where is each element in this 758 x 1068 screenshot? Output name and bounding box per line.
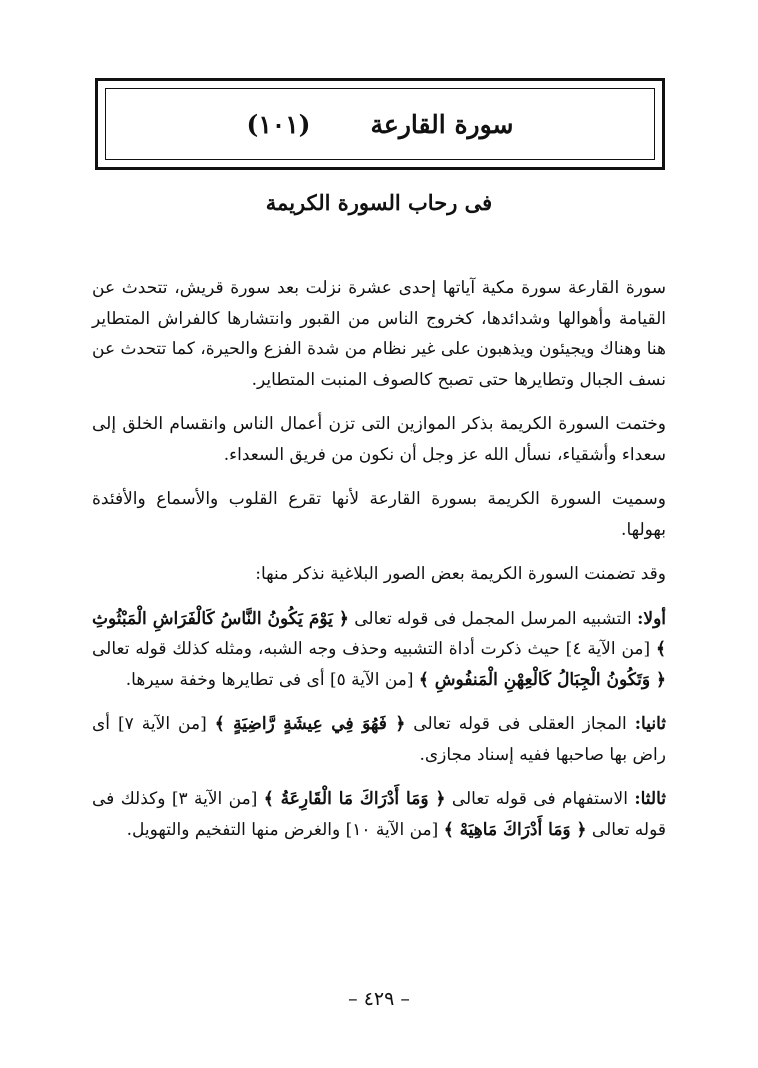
surah-title-frame — [95, 78, 665, 170]
paragraph-intro: سورة القارعة سورة مكية آياتها إحدى عشرة نزلت بعد سورة قريش، تتحدث عن القيامة وأهوالها وشدائدها، كخروج الناس من القبور وانتشارها كالفراش المتطاير هنا وهناك ويجيئون ويذهبون على غير نظام من شدة الفزع والحيرة، كما تتحدث عن نسف الجبال وتطايرها حتى تصبح كالصوف المنبت المتطاير. — [92, 278, 666, 390]
surah-number: (١٠١) — [246, 109, 311, 139]
point-2-text-a: المجاز العقلى فى قوله تعالى — [413, 714, 627, 734]
point-3-text-a: الاستفهام فى قوله تعالى — [451, 789, 628, 809]
point-3-verse-a: ﴿ وَمَا أَدْرَاكَ مَا الْقَارِعَةُ ﴾ — [263, 789, 446, 809]
point-1-verse-a: ﴿ يَوْمَ يَكُونُ النَّاسُ كَالْفَرَاشِ الْمَبْثُوثِ ﴾ — [92, 608, 666, 659]
rhetoric-point-2 — [92, 709, 666, 770]
point-2-verse-a: ﴿ فَهُوَ فِي عِيشَةٍ رَّاضِيَةٍ ﴾ — [214, 714, 406, 734]
point-3-text-b: [من الآية ٣] وكذلك فى قوله تعالى — [92, 789, 666, 840]
point-3-text-c: [من الآية ١٠] والغرض منها التفخيم والتهويل. — [126, 819, 439, 840]
point-3-lead: ثالثا: — [634, 789, 667, 809]
paragraph-ending: وختمت السورة الكريمة بذكر الموازين التى تزن أعمال الناس وانقسام الخلق إلى سعداء وأشقياء، نسأل الله عز وجل أن نكون من فريق السعداء. — [92, 414, 666, 465]
paragraph-naming: وسميت السورة الكريمة بسورة القارعة لأنها تقرع القلوب والأسماع والأفئدة بهولها. — [92, 489, 666, 540]
surah-title: سورة القارعة — [370, 109, 514, 139]
point-1-text-c: [من الآية ٥] أى فى تطايرها وخفة سيرها. — [125, 669, 414, 690]
point-2-text-b: [من الآية ٧] أى راض بها صاحبها ففيه إسناد مجازى. — [92, 714, 666, 765]
section-title: فى رحاب السورة الكريمة — [265, 190, 493, 215]
surah-title-inner-frame — [105, 88, 655, 160]
point-2-lead: ثانيا: — [634, 714, 666, 734]
page-number: – ٤٢٩ – — [348, 988, 410, 1010]
body-text — [92, 273, 666, 845]
rhetoric-point-1 — [92, 604, 666, 696]
paragraph-rhetoric-intro: وقد تضمنت السورة الكريمة بعض الصور البلاغية نذكر منها: — [255, 564, 666, 584]
point-1-lead: أولا: — [637, 608, 666, 629]
point-1-text-a: التشبيه المرسل المجمل فى قوله تعالى — [354, 608, 632, 629]
point-1-verse-b: ﴿ وَتَكُونُ الْجِبَالُ كَالْعِهْنِ الْمَنفُوشِ ﴾ — [418, 669, 666, 690]
rhetoric-point-3 — [92, 784, 666, 845]
point-3-verse-b: ﴿ وَمَا أَدْرَاكَ مَاهِيَهْ ﴾ — [443, 819, 587, 840]
point-1-text-b: [من الآية ٤] حيث ذكرت أداة التشبيه وحذف وجه الشبه، ومثله كذلك قوله تعالى — [92, 639, 651, 659]
